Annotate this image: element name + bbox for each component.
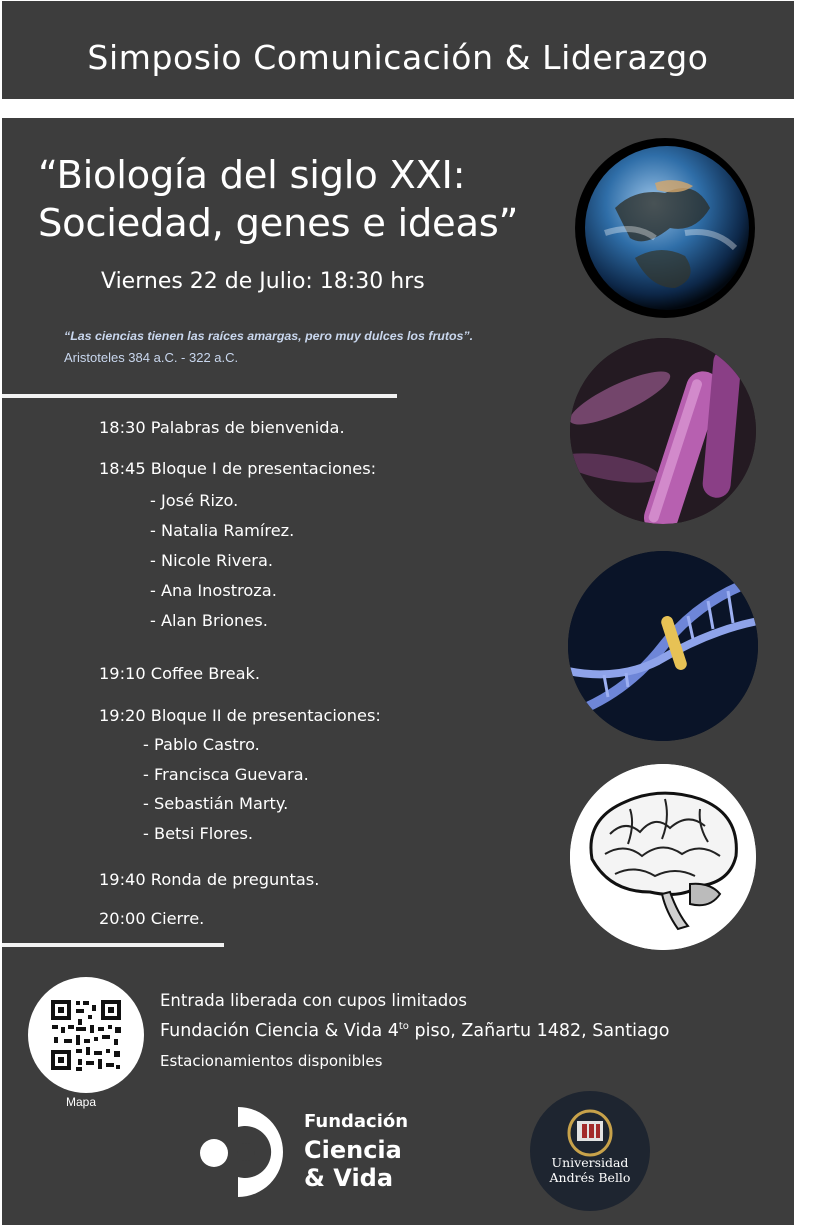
- bacteria-image: [570, 338, 756, 524]
- fundacion-ciencia-vida-logo-icon: [198, 1105, 293, 1200]
- schedule-item-block-2: 19:20 Bloque II de presentaciones:: [99, 706, 381, 725]
- fundacion-ciencia-vida-logo: Fundación Ciencia & Vida: [304, 1111, 409, 1192]
- schedule-item-closing: 20:00 Cierre.: [99, 909, 205, 928]
- qr-code-map[interactable]: [28, 977, 144, 1093]
- event-title: [38, 152, 518, 248]
- speaker: - Natalia Ramírez.: [150, 521, 295, 540]
- speaker: - Pablo Castro.: [143, 735, 260, 754]
- speaker: - Betsi Flores.: [143, 824, 254, 843]
- symposium-title: Simposio Comunicación & Liderazgo: [87, 38, 709, 77]
- quote-author: Aristoteles 384 a.C. - 322 a.C.: [64, 350, 239, 365]
- quote: “Las ciencias tienen las raíces amargas, pero muy dulces los frutos”.: [64, 329, 474, 343]
- parking-info: Estacionamientos disponibles: [160, 1052, 383, 1070]
- event-title-line-1: “Biología del siglo XXI:: [38, 153, 466, 198]
- divider: [2, 943, 224, 947]
- universidad-andres-bello-text: Universidad Andrés Bello: [549, 1155, 631, 1185]
- schedule-item-welcome: 18:30 Palabras de bienvenida.: [99, 418, 345, 437]
- earth-image: [575, 138, 755, 318]
- dna-image: [568, 551, 758, 741]
- schedule-item-block-1: 18:45 Bloque I de presentaciones:: [99, 459, 377, 478]
- speaker: - Francisca Guevara.: [143, 765, 309, 784]
- schedule-item-coffee-break: 19:10 Coffee Break.: [99, 664, 261, 683]
- speaker: - José Rizo.: [150, 491, 239, 510]
- qr-label: Mapa: [66, 1095, 97, 1109]
- event-title-line-2: Sociedad, genes e ideas”: [38, 201, 519, 246]
- event-date: Viernes 22 de Julio: 18:30 hrs: [101, 269, 425, 294]
- divider: [2, 394, 397, 398]
- venue-address: Fundación Ciencia & Vida $4^{to}$ piso, Zañartu 1482, Santiago: [160, 1021, 670, 1041]
- speaker: - Nicole Rivera.: [150, 551, 274, 570]
- speaker: - Alan Briones.: [150, 611, 268, 630]
- speaker: - Ana Inostroza.: [150, 581, 277, 600]
- brain-image: [570, 764, 756, 950]
- speaker: - Sebastián Marty.: [143, 794, 289, 813]
- entry-info: Entrada liberada con cupos limitados: [160, 991, 467, 1010]
- universidad-andres-bello-logo: [530, 1091, 650, 1211]
- schedule-item-questions: 19:40 Ronda de preguntas.: [99, 870, 320, 889]
